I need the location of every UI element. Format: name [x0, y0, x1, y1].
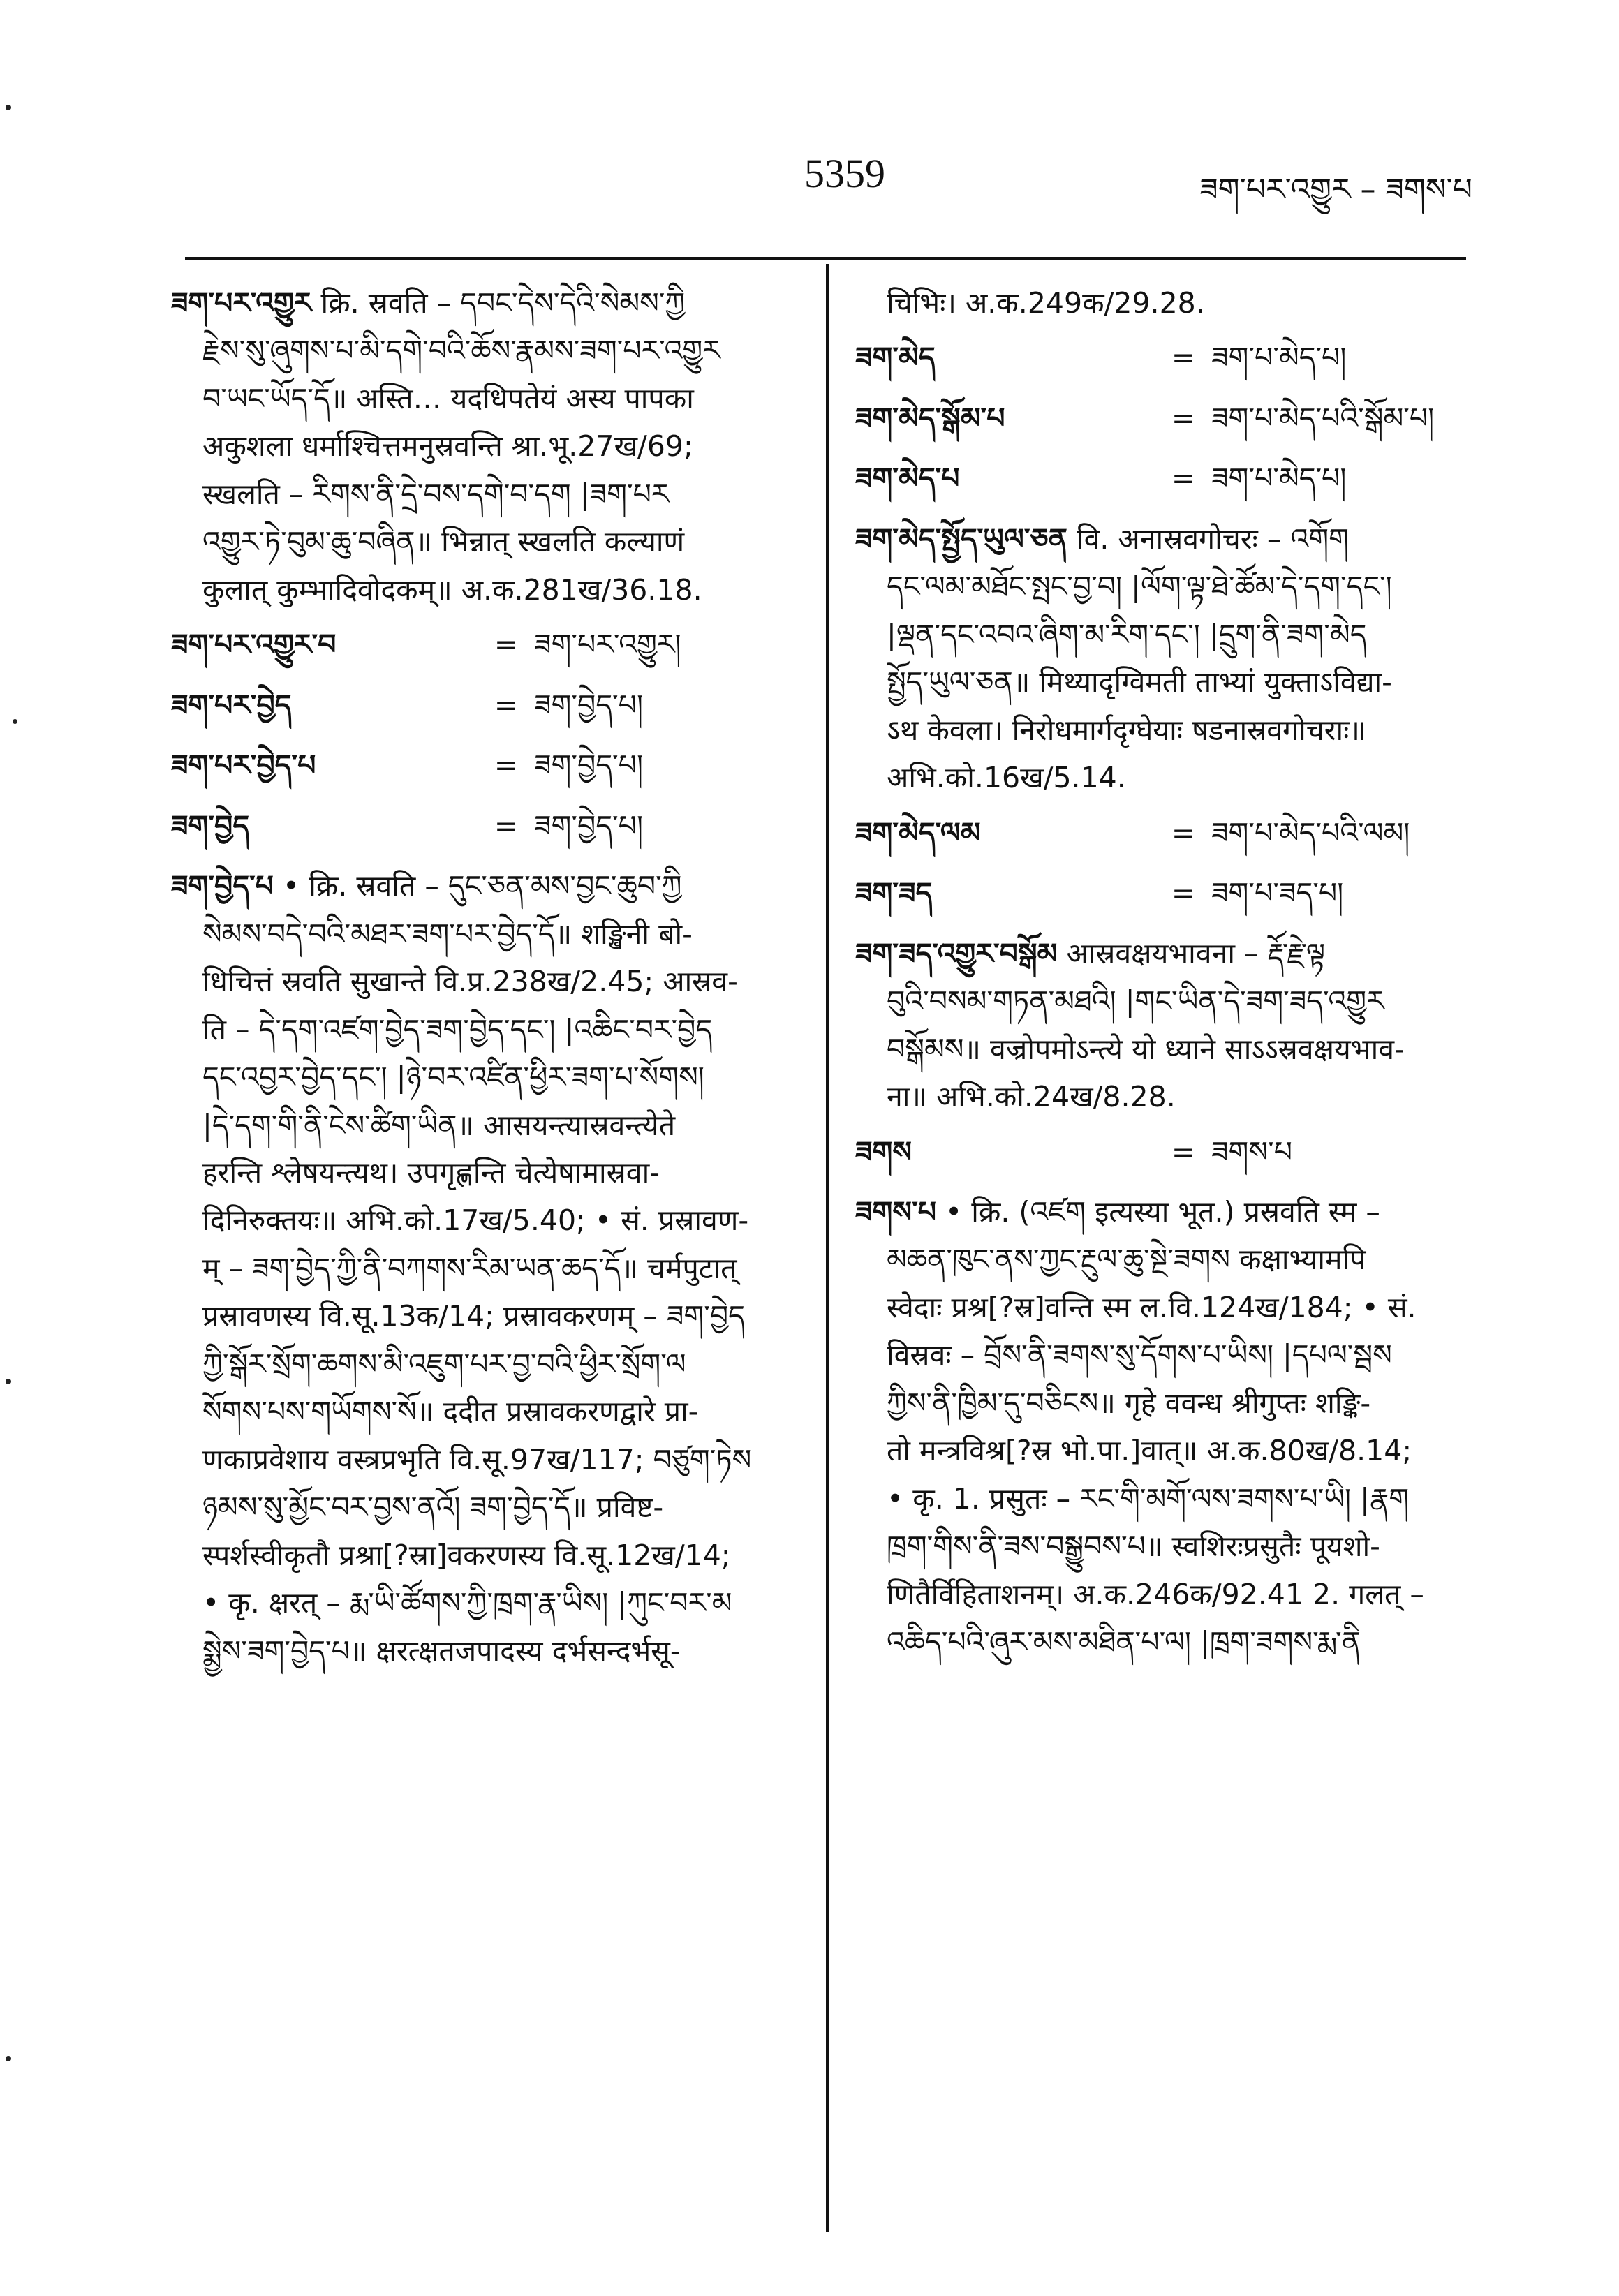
cross-reference — [171, 681, 803, 729]
xref-target: ཟག་བྱེད་པ། — [534, 688, 644, 722]
xref-target: ཟག་པ་མེད་པའི་ལམ། — [1211, 815, 1410, 850]
headword: ཟག་པར་འགྱུར — [171, 286, 312, 320]
column-divider — [826, 264, 829, 2232]
entry-line: तो मन्त्रविश्र[?स्र भो.पा.]वात्॥ अ.क.80ख/8.14; — [887, 1434, 1412, 1468]
entry-line: བུའི་བསམ་གཏན་མཐའི། |གང་ཡིན་དེ་ཟག་ཟད་འགྱུར — [887, 984, 1384, 1019]
cross-reference — [855, 869, 1473, 917]
entry-line: འགྱུར་ཏེ་བུམ་ཆུ་བཞིན॥ भिन्नात् स्खलति कल्याणं — [202, 525, 685, 559]
entry-line: दिनिरुक्तयः॥ अभि.को.17ख/5.40; • सं. प्रस्रावण- — [202, 1203, 749, 1238]
entry-line: • कृ. 1. प्रसुतः – རང་གི་མགོ་ལས་ཟགས་པ་ཡི། |རྣག — [887, 1481, 1410, 1516]
headword: ཟག་བྱེད — [171, 808, 250, 843]
left-column — [171, 279, 803, 1682]
entry-line: ना॥ अभि.को.24ख/8.28. — [887, 1080, 1176, 1114]
headword: ཟག་པར་བྱེད་པ — [171, 748, 316, 783]
entry-line: णितैर्विहिताशनम्। अ.क.246क/92.41 2. गलत् – — [887, 1577, 1424, 1611]
cross-reference — [855, 1128, 1473, 1176]
entry-line: • क्रि. स्रवति – དུང་ཅན་མས་བྱང་ཆུབ་ཀྱི — [283, 869, 682, 903]
dictionary-entry — [171, 862, 803, 1675]
entry-line: प्रस्रावणस्य वि.सू.13क/14; प्रस्रावकरणम् – ཟག་བྱེད — [202, 1299, 745, 1333]
headword: ཟགས — [855, 1134, 912, 1169]
entry-line: ऽथ केवला। निरोधमार्गदृग्घेयाः षडनास्रवगोचराः॥ — [887, 713, 1366, 747]
xref-target: ཟག་པ་ཟད་པ། — [1211, 876, 1344, 910]
xref-target: ཟག་པ་མེད་པའི་སྒོམ་པ། — [1211, 401, 1435, 435]
cross-reference — [855, 334, 1473, 381]
entry-line: མཆན་ཁུང་ནས་ཀྱང་རྔུལ་ཆུ་སྔེ་ཟགས कक्षाभ्यामपि — [887, 1243, 1366, 1277]
margin-speck — [13, 719, 17, 724]
page-number: 5359 — [804, 151, 885, 196]
equals-sign: = — [494, 748, 519, 783]
headword: ཟག་མེད — [855, 341, 936, 375]
margin-speck — [6, 105, 11, 110]
entry-continuation: चिभिः। अ.क.249क/29.28. — [887, 286, 1205, 320]
entry-line: ཀྱི་སྒོར་སྲོག་ཆགས་མི་འཇུག་པར་བྱ་བའི་ཕྱིར་སྲོག་ལ — [202, 1347, 686, 1381]
headword: ཟག་མེད་སྤྱོད་ཡུལ་ཅན — [855, 521, 1067, 556]
entry-line: བ་ཡང་ཡོད་དོ॥ अस्ति… यदधिपतेयं अस्य पापका — [202, 381, 694, 415]
entry-line: དང་ལམ་མཐོང་སྤང་བྱ་བ། |ལོག་ལྟ་ཐེ་ཚོམ་དེ་དག་དང་། — [887, 570, 1392, 604]
headword: ཟག་ཟད་འགྱུར་བསྒོམ — [855, 936, 1058, 970]
entry-line: ཉམས་སུ་མྱོང་བར་བྱས་ནའོ། ཟག་བྱེད་དོ॥ प्रविष्ट- — [202, 1490, 664, 1525]
cross-reference — [855, 809, 1473, 857]
entry-line: क्रि. स्रवति – དབང་དེས་དེའི་སེམས་ཀྱི — [320, 286, 686, 320]
entry-line: हरन्ति श्लेषयन्त्यथ। उपगृह्णन्ति चेत्येषामास्रवा- — [202, 1155, 660, 1190]
xref-target: ཟག་པ་མེད་པ། — [1211, 341, 1347, 375]
entry-line: आस्रवक्षयभावना – རྡོ་རྗེ་ལྟ — [1066, 936, 1326, 970]
entry-line: སོགས་པས་གཡོགས་སོ॥ ददीत प्रस्रावकरणद्वारे प्रा- — [202, 1395, 699, 1429]
equals-sign: = — [1171, 1134, 1196, 1169]
entry-line: བསྒོམས॥ वज्रोपमोऽन्त्ये यो ध्याने साऽऽस्रवक्षयभाव- — [887, 1032, 1405, 1066]
cross-reference — [855, 454, 1473, 502]
entry-line: |དེ་དག་གི་ནི་ངེས་ཚིག་ཡིན॥ आसयन्त्यास्रवन्त्येते — [202, 1108, 676, 1142]
equals-sign: = — [1171, 815, 1196, 850]
equals-sign: = — [494, 688, 519, 722]
entry-line: |ལྡན་དང་འབའ་ཞིག་མ་རིག་དང་། |དྲུག་ནི་ཟག་མེད — [887, 617, 1367, 651]
entry-line: སྤྱོད་ཡུལ་ཅན॥ मिथ्यादृग्विमती ताभ्यां युक्ताऽविद्या- — [887, 665, 1392, 699]
equals-sign: = — [494, 628, 519, 662]
entry-line: སྨྱེས་ཟག་བྱེད་པ॥ क्षरत्क्षतजपादस्य दर्भसन्दर्भसू- — [202, 1634, 681, 1668]
entry-line: འཆིད་པའི་ཞུར་མས་མཐིན་པ་ལ། |ཁྲག་ཟགས་རྨ་ནི — [887, 1625, 1361, 1659]
entry-line: ति – དེ་དག་འཛག་བྱེད་ཟག་བྱེད་དང་། |འཆིང་བར་བྱེད — [202, 1012, 713, 1046]
entry-line: वि. अनास्रवगोचरः – འགོག — [1076, 521, 1349, 556]
cross-reference — [171, 621, 803, 668]
margin-speck — [6, 1379, 11, 1384]
right-column — [855, 279, 1473, 1673]
entry-line: ཁྲག་གིས་ནི་ཟས་བསྒྱུབས་པ॥ स्वशिरःप्रसुतैः पूयशो- — [887, 1530, 1380, 1564]
header-rule — [185, 257, 1466, 260]
headword: ཟགས་པ — [855, 1194, 936, 1229]
headword: ཟག་ཟད — [855, 876, 933, 910]
dictionary-entry — [855, 515, 1473, 802]
entry-line: स्खलति – རིགས་ནི་དྲེ་བས་དགེ་བ་དག |ཟག་པར — [202, 477, 670, 511]
dictionary-entry — [855, 930, 1473, 1121]
entry-line: अकुशला धर्माश्चित्तमनुस्रवन्ति श्रा.भू.27ख/69; — [202, 429, 693, 464]
entry-line: विस्रवः – བྲོས་ནི་ཟགས་སུ་དོགས་པ་ཡིས། |དཔལ་སྦས — [887, 1338, 1392, 1372]
entry-line: स्पर्शस्वीकृतौ प्रश्रा[?स्रा]वकरणस्य वि.सू.12ख/14; — [202, 1538, 731, 1572]
entry-line: कुलात् कुम्भादिवोदकम्॥ अ.क.281ख/36.18. — [202, 572, 702, 607]
equals-sign: = — [1171, 461, 1196, 496]
xref-target: ཟགས་པ — [1211, 1134, 1292, 1169]
entry-line: • कृ. क्षरत् – རྨ་ཡི་ཚོགས་ཀྱི་ཁྲག་རྣ་ཡིས། |ཀུང་བར་མ — [202, 1586, 732, 1620]
xref-target: ཟག་བྱེད་པ། — [534, 808, 644, 843]
headword: ཟག་བྱེད་པ — [171, 869, 274, 903]
dictionary-entry — [855, 1188, 1473, 1666]
cross-reference — [171, 741, 803, 789]
xref-target: ཟག་པ་མེད་པ། — [1211, 461, 1347, 496]
equals-sign: = — [1171, 341, 1196, 375]
margin-speck — [6, 2056, 11, 2061]
entry-line: རྗེས་སུ་ཞུགས་པ་མི་དགེ་བའི་ཆོས་རྣམས་ཟག་པར་འགྱུར — [202, 334, 720, 368]
entry-line: धिचित्तं स्रवति सुखान्ते वि.प्र.238ख/2.45; आस्रव- — [202, 965, 738, 999]
xref-target: ཟག་བྱེད་པ། — [534, 748, 644, 783]
entry-line: स्वेदाः प्रश्र[?स्र]वन्ति स्म ल.वि.124ख/184; • सं. — [887, 1290, 1417, 1324]
cross-reference — [171, 802, 803, 850]
entry-line: • क्रि. (འཛག इत्यस्या भूत.) प्रस्रवति स्म – — [945, 1194, 1380, 1229]
cross-reference — [855, 394, 1473, 442]
headword: ཟག་པར་འགྱུར་བ — [171, 628, 337, 662]
equals-sign: = — [494, 808, 519, 843]
headword: ཟག་མེད་ལམ — [855, 815, 981, 850]
entry-line: ཀྱིས་ནི་ཁྱིམ་དུ་བཅིངས॥ गृहे ववन्ध श्रीगुप्तः शङ्कि- — [887, 1386, 1371, 1420]
equals-sign: = — [1171, 401, 1196, 435]
entry-line: अभि.को.16ख/5.14. — [887, 761, 1126, 795]
xref-target: ཟག་པར་འགྱུར། — [534, 628, 681, 662]
entry-line: སེམས་བདེ་བའི་མཐར་ཟག་པར་བྱེད་དོ॥ शङ्खिनी बो- — [202, 917, 693, 951]
dictionary-entry — [171, 279, 803, 614]
headword: ཟག་པར་བྱེད — [171, 688, 292, 722]
entry-line: णकाप्रवेशाय वस्त्रप्रभृति वि.सू.97ख/117; བཙུག་ཏེས — [202, 1442, 752, 1476]
headword: ཟག་མེད་པ — [855, 461, 960, 496]
equals-sign: = — [1171, 876, 1196, 910]
headword: ཟག་མེད་སྒོམ་པ — [855, 401, 1005, 435]
entry-line: म् – ཟག་བྱེད་ཀྱི་ནི་བཀགས་རིམ་ཡན་ཆད་དོ॥ चर्मपुटात् — [202, 1251, 737, 1285]
running-head: ཟག་པར་འགྱུར – ཟགས་པ — [1199, 172, 1472, 207]
entry-line: དང་འབྱར་བྱེད་དང་། |ཉེ་བར་འཛིན་ཕྱིར་ཟག་པ་སོགས། — [202, 1060, 704, 1095]
